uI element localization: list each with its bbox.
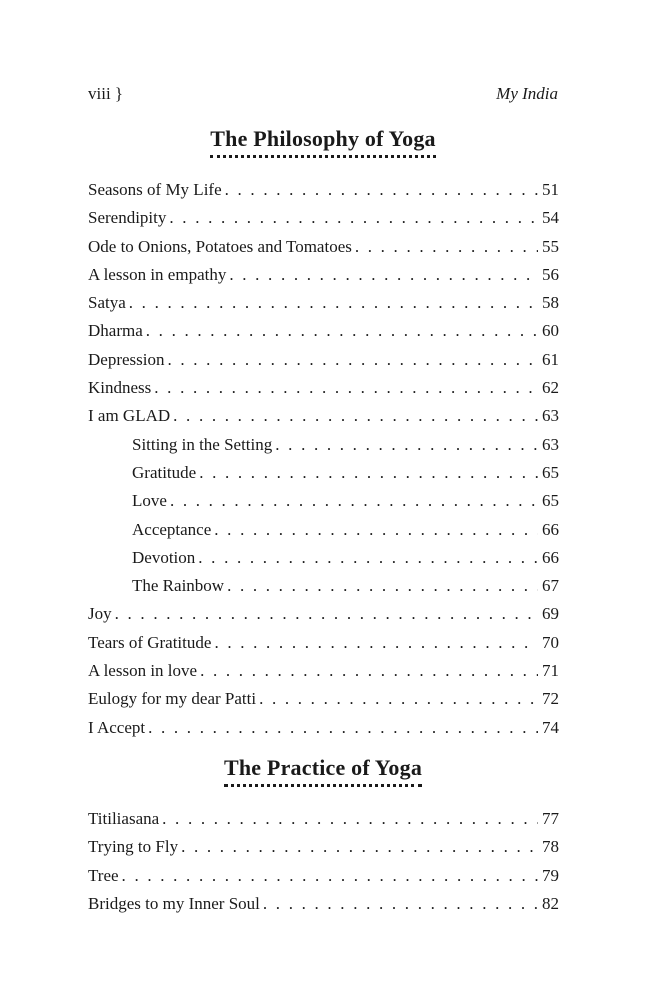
dot-leader: [259, 689, 538, 709]
toc-entry: [88, 894, 559, 922]
toc-entry-title: Eulogy for my dear Patti: [88, 689, 257, 709]
dot-leader: [199, 463, 538, 483]
toc-entry-title: Joy: [88, 604, 112, 624]
toc-entry-title: The Rainbow: [132, 576, 225, 596]
toc-entry: [88, 435, 559, 463]
dot-leader: [227, 576, 538, 596]
toc-entry: [88, 491, 559, 519]
toc-list-practice: [88, 809, 559, 922]
toc-entry-page: 77: [542, 809, 559, 828]
toc-entry: [88, 718, 559, 746]
toc-entry-page: 78: [542, 837, 559, 857]
toc-entry-page: 63: [542, 406, 559, 426]
dot-leader: [181, 837, 538, 857]
toc-entry: [88, 463, 559, 491]
toc-entry: [88, 809, 559, 837]
page-number: viii }: [88, 84, 124, 103]
toc-entry: [88, 293, 559, 321]
toc-entry-title: Sitting in the Setting: [132, 434, 273, 454]
toc-entry-page: 60: [542, 321, 559, 341]
dot-leader: [214, 520, 538, 540]
toc-entry: [88, 237, 559, 265]
toc-entry-page: 51: [542, 180, 559, 199]
dot-leader: [198, 548, 538, 568]
toc-entry-title: Love: [132, 491, 167, 511]
toc-entry-title: Satya: [88, 293, 126, 313]
toc-list-philosophy: [88, 180, 559, 746]
toc-entry: [88, 661, 559, 689]
toc-entry-title: Dharma: [88, 321, 143, 341]
dot-leader: [167, 350, 538, 370]
toc-entry-page: 82: [542, 893, 559, 913]
toc-entry-title: A lesson in empathy: [88, 264, 227, 284]
toc-entry-page: 66: [542, 547, 559, 567]
dot-leader: [170, 491, 538, 511]
toc-entry-page: 65: [542, 491, 559, 511]
toc-entry-page: 69: [542, 604, 559, 624]
toc-entry: [88, 350, 559, 378]
section-heading-text: The Practice of Yoga: [224, 755, 422, 787]
toc-entry-page: 66: [542, 519, 559, 539]
dot-leader: [275, 435, 538, 455]
toc-entry-page: 74: [542, 717, 559, 737]
toc-entry-title: Devotion: [132, 547, 196, 567]
section-heading-practice: [88, 755, 558, 787]
toc-entry: [88, 604, 559, 632]
dot-leader: [154, 378, 538, 398]
dot-leader: [162, 809, 538, 829]
dot-leader: [115, 604, 538, 624]
book-title: My India: [496, 84, 558, 103]
toc-entry: [88, 321, 559, 349]
toc-entry: [88, 837, 559, 865]
dot-leader: [214, 633, 538, 653]
toc-entry: [88, 180, 559, 208]
toc-entry-page: 70: [542, 632, 559, 652]
toc-entry-title: Trying to Fly: [88, 837, 179, 857]
dot-leader: [122, 866, 538, 886]
toc-entry: [88, 208, 559, 236]
section-heading-text: The Philosophy of Yoga: [210, 126, 435, 158]
section-heading-philosophy: [88, 126, 558, 158]
toc-entry: [88, 520, 559, 548]
toc-entry: [88, 406, 559, 434]
toc-entry-title: Tears of Gratitude: [88, 632, 212, 652]
dot-leader: [148, 718, 538, 738]
toc-entry-title: Serendipity: [88, 208, 167, 228]
toc-entry-page: 71: [542, 661, 559, 681]
toc-entry-page: 62: [542, 378, 559, 398]
toc-entry-title: I Accept: [88, 717, 146, 737]
dot-leader: [225, 180, 538, 200]
toc-entry-title: Tree: [88, 865, 119, 885]
toc-entry: [88, 689, 559, 717]
toc-entry-page: 63: [542, 434, 559, 454]
toc-entry-page: 55: [542, 236, 559, 256]
toc-entry-title: Ode to Onions, Potatoes and Tomatoes: [88, 236, 352, 256]
toc-entry-title: Depression: [88, 349, 165, 369]
dot-leader: [263, 894, 538, 914]
toc-entry-title: Gratitude: [132, 462, 197, 482]
toc-entry-title: Bridges to my Inner Soul: [88, 893, 260, 913]
toc-entry: [88, 633, 559, 661]
toc-entry: [88, 378, 559, 406]
dot-leader: [129, 293, 538, 313]
toc-entry: [88, 548, 559, 576]
dot-leader: [229, 265, 538, 285]
toc-entry: [88, 576, 559, 604]
toc-entry-page: 67: [542, 576, 559, 596]
dot-leader: [173, 406, 538, 426]
toc-entry-page: 79: [542, 865, 559, 885]
toc-entry-page: 56: [542, 264, 559, 284]
running-head: [88, 84, 558, 108]
dot-leader: [200, 661, 538, 681]
toc-entry-title: Acceptance: [132, 519, 212, 539]
toc-entry-title: I am GLAD: [88, 406, 171, 426]
toc-entry-title: Seasons of My Life: [88, 180, 222, 199]
toc-entry-title: A lesson in love: [88, 661, 198, 681]
toc-entry-title: Titiliasana: [88, 809, 160, 828]
toc-entry-title: Kindness: [88, 378, 152, 398]
toc-entry: [88, 866, 559, 894]
dot-leader: [146, 321, 538, 341]
dot-leader: [169, 208, 538, 228]
toc-entry-page: 65: [542, 462, 559, 482]
toc-entry: [88, 265, 559, 293]
dot-leader: [355, 237, 538, 257]
toc-entry-page: 54: [542, 208, 559, 228]
toc-entry-page: 58: [542, 293, 559, 313]
toc-entry-page: 61: [542, 349, 559, 369]
toc-entry-page: 72: [542, 689, 559, 709]
